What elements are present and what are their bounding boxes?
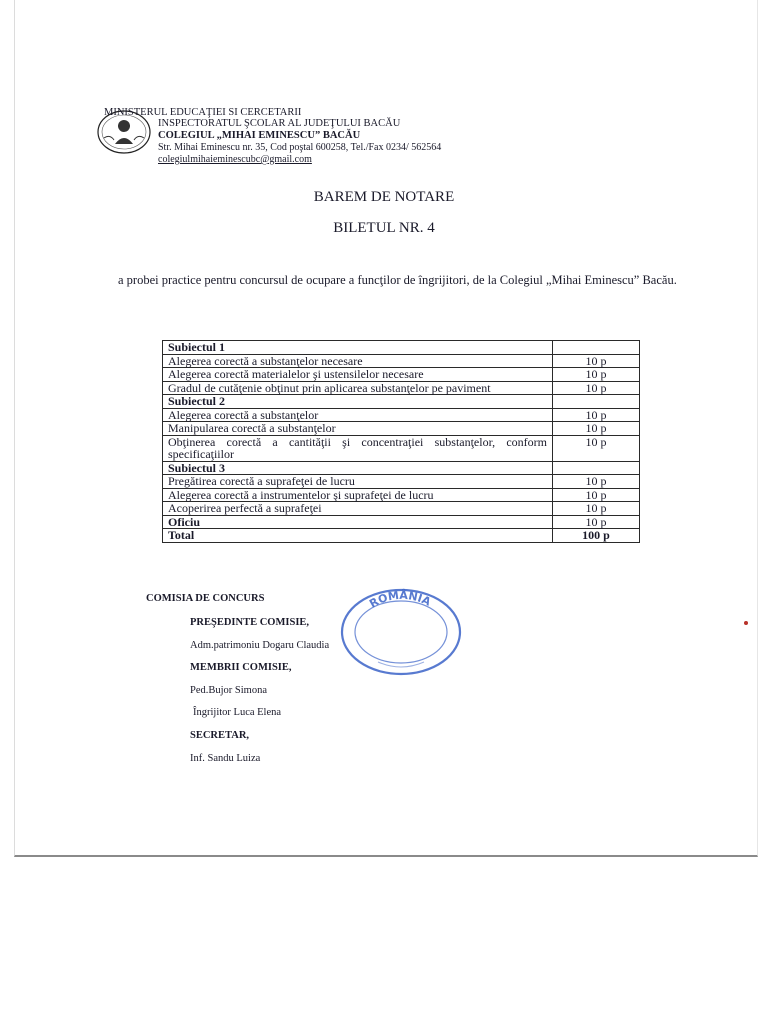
points-cell: 10 p [553, 502, 640, 516]
criterion-cell: Alegerea corectă a substanţelor necesare [163, 354, 553, 368]
criterion-cell: Obţinerea corectă a cantităţii şi concentraţiei substanţelor, conform specificaţiilor [163, 435, 553, 461]
ticket-number: BILETUL NR. 4 [333, 220, 435, 236]
commission-title: COMISIA DE CONCURS [146, 593, 265, 604]
table-row [163, 354, 640, 368]
red-mark [744, 621, 748, 625]
points-cell: 10 p [553, 488, 640, 502]
table-row [163, 381, 640, 395]
table-row [163, 502, 640, 516]
points-cell: 10 p [553, 408, 640, 422]
stamp-text: ROMÂNIA [367, 588, 433, 611]
total-row [163, 529, 640, 543]
intro-paragraph: a probei practice pentru concursul de ocupare a funcţilor de îngrijitori, de la Colegiul „Mihai Eminescu” Bacău. [118, 273, 677, 287]
table-row [163, 368, 640, 382]
table-row [163, 435, 640, 461]
oficiu-row [163, 515, 640, 529]
section-header-row [163, 395, 640, 409]
member-name: Ped.Bujor Simona [190, 685, 268, 696]
points-cell: 10 p [553, 368, 640, 382]
criterion-cell: Pregătirea corectă a suprafeţei de lucru [163, 475, 553, 489]
table-row [163, 422, 640, 436]
president-label: PREŞEDINTE COMISIE, [190, 617, 310, 628]
points-cell: 10 p [553, 435, 640, 461]
section-title: Subiectul 3 [163, 461, 553, 475]
table-row [163, 408, 640, 422]
document-title: BAREM DE NOTARE [313, 189, 455, 205]
section-title: Subiectul 2 [163, 395, 553, 409]
total-label: Total [163, 529, 553, 543]
oficiu-label: Oficiu [163, 515, 553, 529]
points-cell: 10 p [553, 354, 640, 368]
header-email-link[interactable]: colegiulmihaieminescubc@gmail.com [158, 154, 312, 165]
secretary-label: SECRETAR, [190, 730, 250, 741]
criterion-cell: Manipularea corectă a substanţelor [163, 422, 553, 436]
grading-table [162, 340, 640, 543]
criterion-cell: Alegerea corectă materialelor şi ustensilelor necesare [163, 368, 553, 382]
points-cell: 10 p [553, 381, 640, 395]
points-cell: 10 p [553, 475, 640, 489]
table-row [163, 488, 640, 502]
header-inspectorate: INSPECTORATUL ŞCOLAR AL JUDEŢULUI BACĂU [158, 118, 401, 129]
section-title: Subiectul 1 [163, 341, 553, 355]
section-header-row [163, 341, 640, 355]
criterion-cell: Alegerea corectă a instrumentelor şi suprafeţei de lucru [163, 488, 553, 502]
members-label: MEMBRII COMISIE, [190, 662, 292, 673]
oficiu-points: 10 p [553, 515, 640, 529]
president-name: Adm.patrimoniu Dogaru Claudia [190, 640, 330, 651]
header-ministry: MINISTERUL EDUCAŢIEI SI CERCETARII [104, 107, 302, 118]
criterion-cell: Acoperirea perfectă a suprafeţei [163, 502, 553, 516]
member-name: Îngrijitor Luca Elena [193, 707, 282, 718]
criterion-cell: Gradul de cutăţenie obţinut prin aplicarea substanţelor pe paviment [163, 381, 553, 395]
points-cell: 10 p [553, 422, 640, 436]
criterion-cell: Alegerea corectă a substanţelor [163, 408, 553, 422]
section-header-row [163, 461, 640, 475]
total-points: 100 p [553, 529, 640, 543]
secretary-name: Inf. Sandu Luiza [190, 753, 261, 764]
official-stamp [338, 586, 464, 678]
table-row [163, 475, 640, 489]
header-address: Str. Mihai Eminescu nr. 35, Cod poştal 600258, Tel./Fax 0234/ 562564 [158, 142, 442, 153]
header-college: COLEGIUL „MIHAI EMINESCU” BACĂU [158, 130, 361, 141]
